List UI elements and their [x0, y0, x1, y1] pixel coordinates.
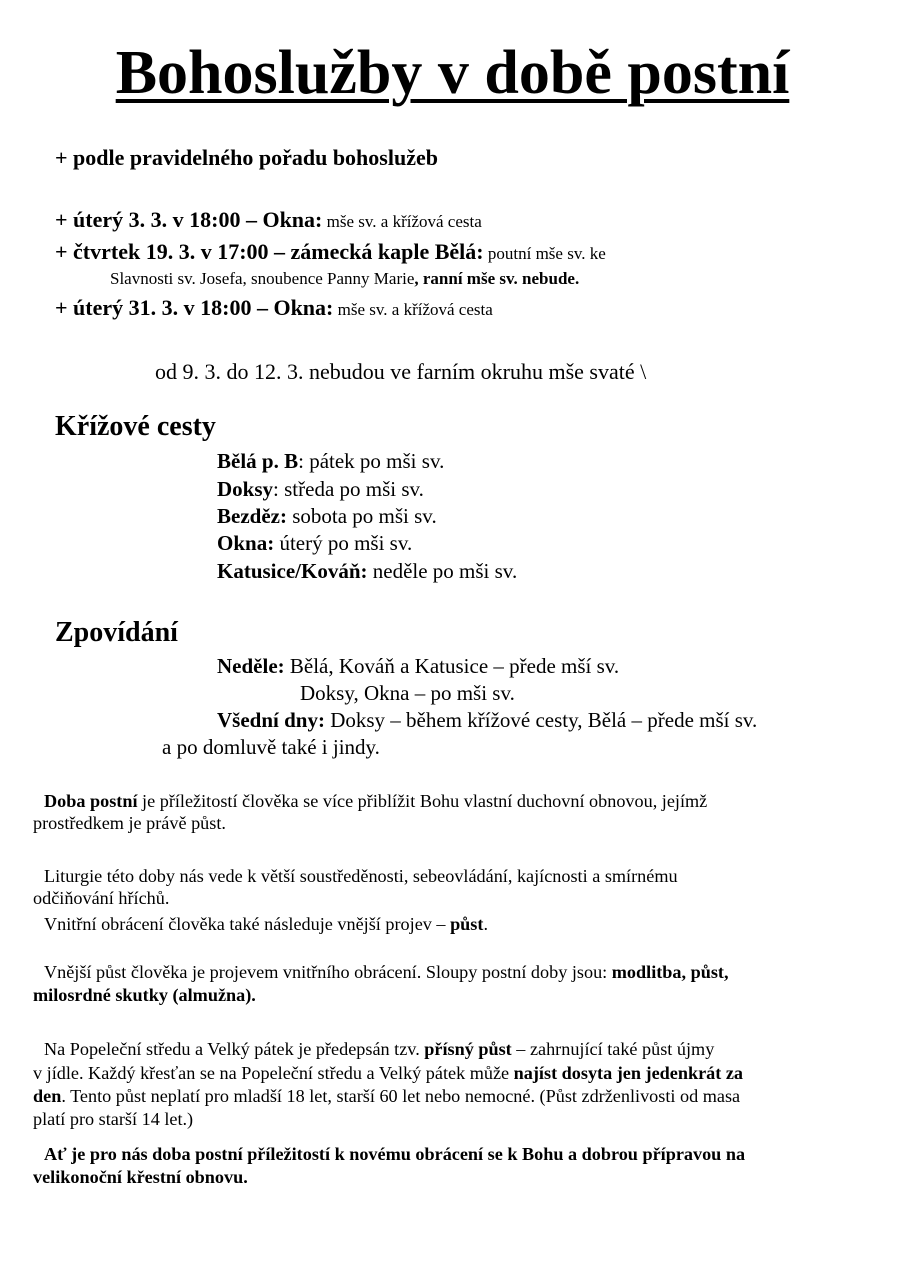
paragraph-line: odčiňování hříchů.	[33, 888, 170, 908]
paragraph-line: milosrdné skutky (almužna).	[33, 985, 256, 1005]
paragraph-line: Vnitřní obrácení člověka také následuje vnější projev – půst.	[44, 914, 488, 934]
confession-sunday: Neděle: Bělá, Kováň a Katusice – přede mší sv.	[217, 654, 620, 678]
paragraph-line: Liturgie této doby nás vede k větší soustředěnosti, sebeovládání, kajícnosti a smírnému	[44, 866, 678, 886]
schedule-item: + čtvrtek 19. 3. v 17:00 – zámecká kaple Bělá: poutní mše sv. ke	[55, 239, 606, 264]
paragraph-line: v jídle. Každý křesťan se na Popeleční středu a Velký pátek může najíst dosyta jen jedenkrát za	[33, 1063, 744, 1083]
confession-heading: Zpovídání	[55, 617, 178, 648]
station-item: Bezděz: sobota po mši sv.	[217, 504, 437, 528]
notice-line: od 9. 3. do 12. 3. nebudou ve farním okruhu mše svaté \	[155, 359, 647, 384]
confession-other: a po domluvě také i jindy.	[162, 735, 380, 759]
paragraph-line: Doba postní je příležitostí člověka se více přiblížit Bohu vlastní duchovní obnovou, jejímž	[44, 791, 708, 811]
schedule-item: + úterý 31. 3. v 18:00 – Okna: mše sv. a křížová cesta	[55, 295, 493, 320]
paragraph-line: Vnější půst člověka je projevem vnitřního obrácení. Sloupy postní doby jsou: modlitba, půst,	[44, 962, 729, 982]
confession-sunday-2: Doksy, Okna – po mši sv.	[300, 681, 515, 705]
paragraph-line: platí pro starší 14 let.)	[33, 1109, 194, 1129]
schedule-item-continuation: Slavnosti sv. Josefa, snoubence Panny Marie, ranní mše sv. nebude.	[110, 269, 580, 288]
paragraph-line: den. Tento půst neplatí pro mladší 18 let, starší 60 let nebo nemocné. (Půst zdrženlivosti od masa	[33, 1086, 741, 1106]
closing-line: Ať je pro nás doba postní příležitostí k novému obrácení se k Bohu a dobrou přípravou na	[44, 1144, 746, 1164]
confession-weekday: Všední dny: Doksy – během křížové cesty, Bělá – přede mší sv.	[217, 708, 758, 732]
station-item: Bělá p. B: pátek po mši sv.	[217, 449, 445, 473]
paragraph-line: Na Popeleční středu a Velký pátek je předepsán tzv. přísný půst – zahrnující také půst újmy	[44, 1039, 715, 1059]
stations-heading: Křížové cesty	[55, 411, 216, 442]
paragraph-line: prostředkem je právě půst.	[33, 813, 226, 833]
station-item: Doksy: středa po mši sv.	[217, 477, 424, 501]
station-item: Katusice/Kováň: neděle po mši sv.	[217, 559, 518, 583]
station-item: Okna: úterý po mši sv.	[217, 531, 413, 555]
closing-line: velikonoční křestní obnovu.	[33, 1167, 248, 1187]
intro-line: + podle pravidelného pořadu bohoslužeb	[55, 145, 438, 170]
schedule-item: + úterý 3. 3. v 18:00 – Okna: mše sv. a křížová cesta	[55, 207, 482, 232]
page-title: Bohoslužby v době postní	[115, 39, 790, 107]
